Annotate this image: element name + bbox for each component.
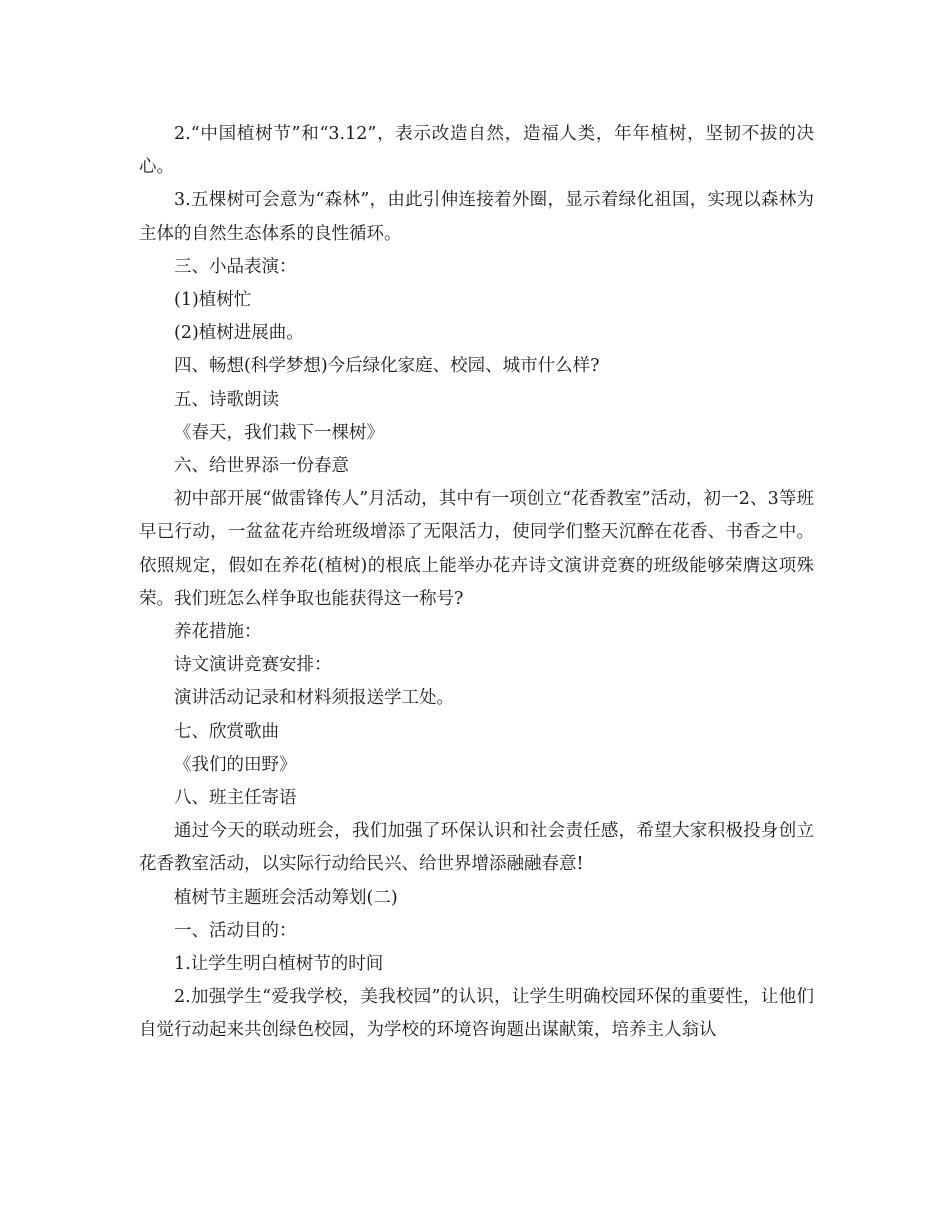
- paragraph: 演讲活动记录和材料须报送学工处。: [174, 688, 454, 709]
- paragraph: 养花措施：: [174, 622, 262, 643]
- paragraph: 2.“中国植树节”和“3.12”，表示改造自然，造福人类，年年植树，坚韧不拔的决心。: [139, 124, 814, 178]
- document-subtitle: 植树节主题班会活动筹划(二): [174, 887, 398, 908]
- paragraph: 初中部开展“做雷锋传人”月活动，其中有一项创立“花香教室”活动，初一2、3等班早已行动，一盆盆花卉给班级增添了无限活力，使同学们整天沉醉在花香、书香之中。依照规定，假如在养花(植树)的根底上能举办花卉诗文演讲竞赛的班级能够荣膺这项殊荣。我们班怎么样争取也能获得这一称号?: [139, 489, 814, 609]
- list-item: 1.让学生明白植树节的时间: [174, 954, 384, 975]
- list-item: (2)植树进展曲。: [174, 323, 304, 344]
- section-heading: 三、小品表演：: [174, 256, 297, 277]
- paragraph: 通过今天的联动班会，我们加强了环保认识和社会责任感，希望大家积极投身创立花香教室活动，以实际行动给民兴、给世界增添融融春意!: [139, 821, 814, 875]
- song-title: 《我们的田野》: [174, 754, 297, 775]
- list-item: (1)植树忙: [174, 290, 252, 311]
- section-heading: 五、诗歌朗读: [174, 389, 279, 410]
- document-body: [139, 118, 814, 1048]
- paragraph: 诗文演讲竞赛安排：: [174, 655, 332, 676]
- paragraph: 3.五棵树可会意为“森林”，由此引伸连接着外圈，显示着绿化祖国，实现以森林为主体的自然生态体系的良性循环。: [139, 190, 814, 244]
- section-heading: 四、畅想(科学梦想)今后绿化家庭、校园、城市什么样?: [174, 356, 600, 377]
- section-heading: 七、欣赏歌曲: [174, 721, 279, 742]
- section-heading: 六、给世界添一份春意: [174, 456, 349, 477]
- poem-title: 《春天，我们栽下一棵树》: [174, 422, 384, 443]
- paragraph: 2.加强学生“爱我学校，美我校园”的认识，让学生明确校园环保的重要性，让他们自觉行动起来共创绿色校园，为学校的环境咨询题出谋献策，培养主人翁认: [139, 987, 814, 1041]
- section-heading: 一、活动目的：: [174, 920, 297, 941]
- section-heading: 八、班主任寄语: [174, 788, 297, 809]
